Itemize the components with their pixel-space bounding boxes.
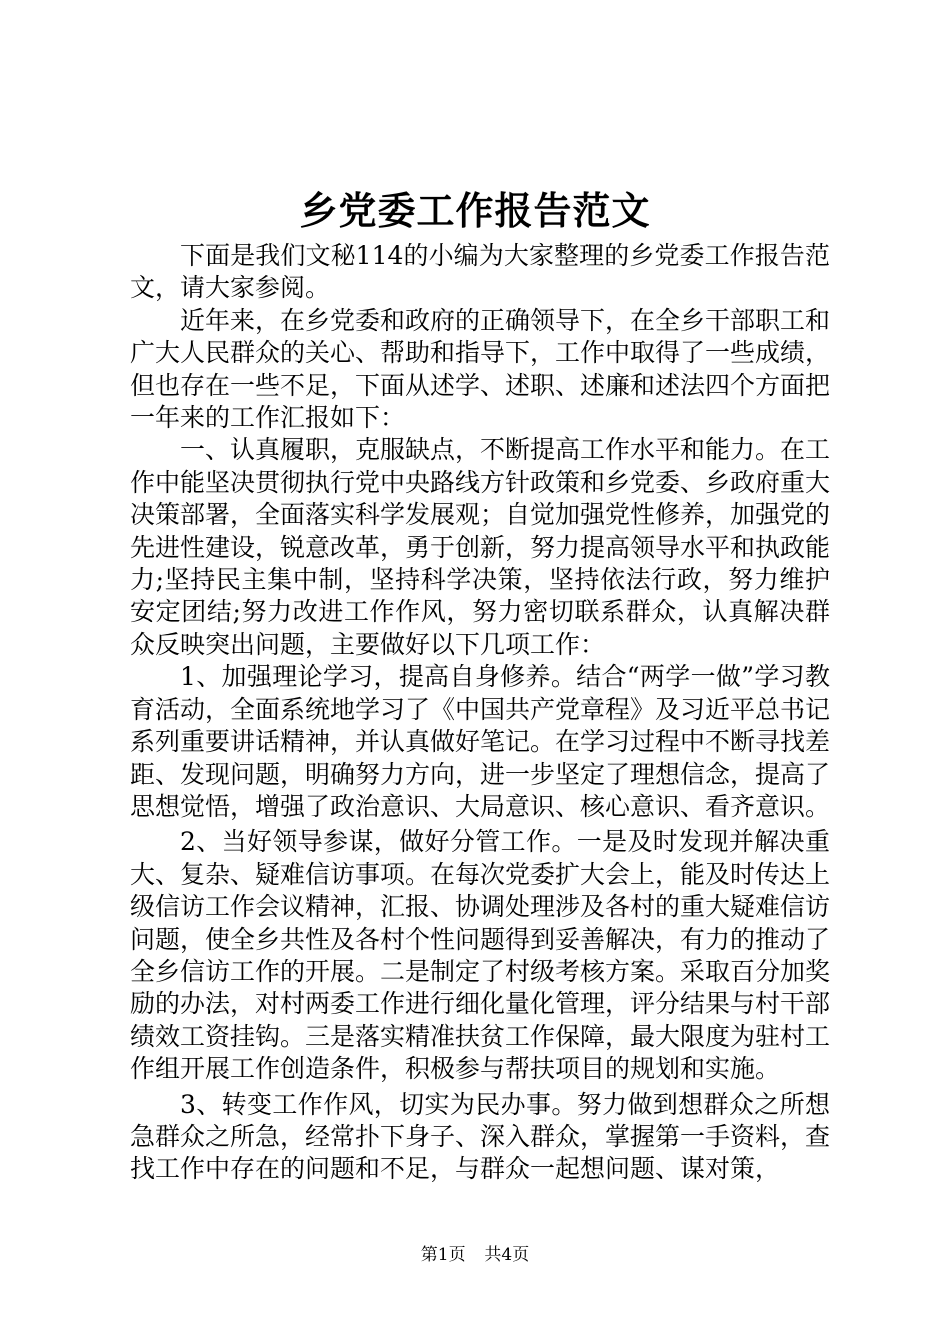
page-total: 共4页 bbox=[484, 1245, 530, 1265]
page-number: 第1页 bbox=[420, 1245, 466, 1265]
paragraph-intro: 下面是我们文秘114的小编为大家整理的乡党委工作报告范文，请大家参阅。 bbox=[130, 241, 830, 303]
document-body bbox=[130, 240, 830, 1186]
paragraph-overview: 近年来，在乡党委和政府的正确领导下，在全乡干部职工和广大人民群众的关心、帮助和指导下，工作中取得了一些成绩，但也存在一些不足，下面从述学、述职、述廉和述法四个方面把一年来的工作汇报如下： bbox=[130, 305, 831, 433]
page-footer bbox=[0, 1243, 950, 1267]
paragraph-item-3: 3、转变工作作风，切实为民办事。努力做到想群众之所想急群众之所急，经常扑下身子、深入群众，掌握第一手资料，查找工作中存在的问题和不足，与群众一起想问题、谋对策， bbox=[130, 1089, 831, 1184]
paragraph-item-2: 2、当好领导参谋，做好分管工作。一是及时发现并解决重大、复杂、疑难信访事项。在每次党委扩大会上，能及时传达上级信访工作会议精神，汇报、协调处理涉及各村的重大疑难信访问题，使全乡共性及各村个性问题得到妥善解决，有力的推动了全乡信访工作的开展。二是制定了村级考核方案。采取百分加奖励的办法，对村两委工作进行细化量化管理，评分结果与村干部绩效工资挂钩。三是落实精准扶贫工作保障，最大限度为驻村工作组开展工作创造条件，积极参与帮扶项目的规划和实施。 bbox=[130, 827, 831, 1084]
paragraph-section-one: 一、认真履职，克服缺点，不断提高工作水平和能力。在工作中能坚决贯彻执行党中央路线方针政策和乡党委、乡政府重大决策部署，全面落实科学发展观；自觉加强党性修养，加强党的先进性建设，锐意改革，勇于创新，努力提高领导水平和执政能力;坚持民主集中制，坚持科学决策，坚持依法行政，努力维护安定团结;努力改进工作作风，努力密切联系群众，认真解决群众反映突出问题，主要做好以下几项工作： bbox=[130, 435, 831, 659]
paragraph-item-1: 1、加强理论学习，提高自身修养。结合“两学一做”学习教育活动，全面系统地学习了《中国共产党章程》及习近平总书记系列重要讲话精神，并认真做好笔记。在学习过程中不断寻找差距、发现问题，明确努力方向，进一步坚定了理想信念，提高了思想觉悟，增强了政治意识、大局意识、核心意识、看齐意识。 bbox=[130, 662, 831, 821]
document-title: 乡党委工作报告范文 bbox=[299, 188, 651, 233]
